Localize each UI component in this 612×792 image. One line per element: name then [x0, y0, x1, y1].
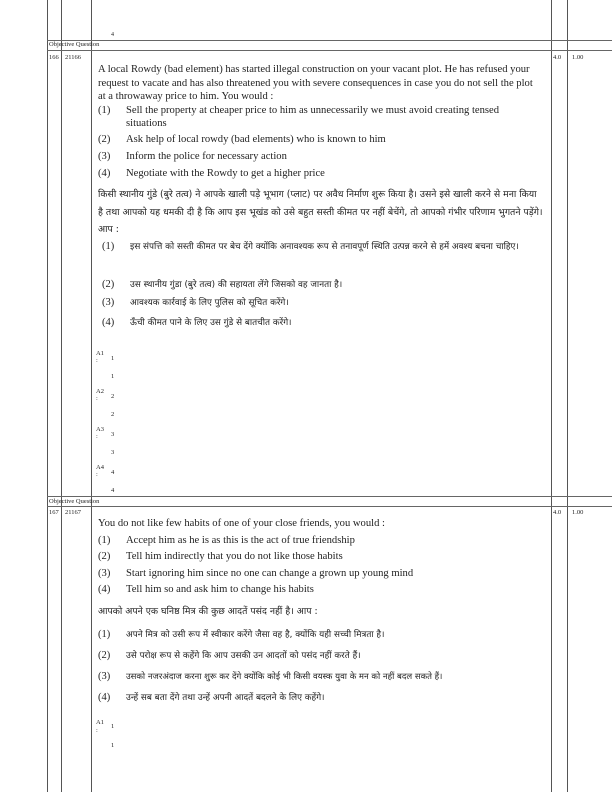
row-divider [47, 506, 612, 507]
option-number: (2) [102, 279, 115, 290]
table-border-right [551, 0, 552, 792]
option-number: (4) [98, 584, 111, 595]
option-number: (3) [98, 671, 111, 682]
table-border-qid [91, 0, 92, 792]
option-text: Tell him so and ask him to change his habits [126, 584, 314, 595]
option-text: उन्हें सब बता देंगे तथा उन्हें अपनी आदतें बदलने के लिए कहेंगे। [126, 693, 325, 703]
option-number: (1) [102, 241, 115, 252]
option-number: (4) [102, 317, 115, 328]
question-text-hi: आपको अपने एक घनिष्ठ मित्र की कुछ आदतें पसंद नहीं है। आप : [98, 606, 318, 617]
answer-label: A3 [96, 426, 104, 433]
option-text: Ask help of local rowdy (bad elements) who is known to him [126, 134, 386, 145]
option-text: Tell him indirectly that you do not like those habits [126, 551, 343, 562]
option-text: आवश्यक कार्रवाई के लिए पुलिस को सूचित करेंगे। [130, 298, 289, 308]
answer-label: A2 [96, 388, 104, 395]
option-number: (2) [98, 650, 111, 661]
question-text-en: You do not like few habits of one of your close friends, you would : [98, 518, 385, 529]
question-serial: 167 [49, 509, 59, 516]
question-text-en: A local Rowdy (bad element) has started illegal construction on your vacant plot. He has refused your request to vacate and has also threatened you with severe consequences in case you do not sell the plot at a throwaway price to him. You would : [98, 64, 533, 102]
section-divider [47, 496, 612, 497]
option-text: इस संपत्ति को सस्ती कीमत पर बेच देंगे क्योंकि अनावश्यक रूप से तनावपूर्ण स्थिति उत्पन्न करने से हमें अवश्य बचना चाहिए। [130, 242, 519, 252]
option-text: उसे परोक्ष रूप से कहेंगे कि आप उसकी उन आदतों को पसंद नहीं करते हैं। [126, 651, 361, 661]
option-text: Accept him as he is as this is the act of true friendship [126, 535, 355, 546]
option-text: ऊँची कीमत पाने के लिए उस गुंडे से बातचीत करेंगे। [130, 318, 292, 328]
option-number: (2) [98, 551, 111, 562]
option-number: (2) [98, 134, 111, 145]
answer-colon: : [96, 433, 98, 440]
option-number: (3) [98, 151, 111, 162]
answer-value-below: 1 [111, 373, 115, 380]
table-border-marks [567, 0, 568, 792]
answer-colon: : [96, 395, 98, 402]
table-border-serial [61, 0, 62, 792]
section-type-label: Objective Question [49, 498, 100, 505]
answer-value-below: 1 [111, 742, 115, 749]
answer-colon: : [96, 727, 98, 734]
answer-label: A1 [96, 719, 104, 726]
option-en [98, 104, 542, 130]
option-text: Negotiate with the Rowdy to get a higher price [126, 168, 325, 179]
answer-value: 2 [111, 393, 115, 400]
question-marks: 4.0 [553, 509, 562, 516]
question-marks: 4.0 [553, 54, 562, 61]
option-text: Inform the police for necessary action [126, 151, 287, 162]
question-serial: 166 [49, 54, 59, 61]
section-type-label: Objective Question [49, 41, 100, 48]
answer-value-below: 2 [111, 411, 115, 418]
option-number: (4) [98, 692, 111, 703]
table-border-left [47, 0, 48, 792]
answer-value-below: 3 [111, 449, 115, 456]
question-negative-marks: 1.00 [572, 509, 584, 516]
question-negative-marks: 1.00 [572, 54, 584, 61]
answer-label: A1 [96, 350, 104, 357]
answer-colon: : [96, 471, 98, 478]
option-number: (1) [98, 535, 111, 546]
section-divider [47, 40, 612, 41]
option-text: अपने मित्र को उसी रूप में स्वीकार करेंगे जैसा वह है, क्योंकि यही सच्ची मित्रता है। [126, 630, 385, 640]
row-divider [47, 50, 612, 51]
answer-colon: : [96, 357, 98, 364]
prev-answer-value: 4 [111, 32, 114, 38]
question-id: 21167 [65, 509, 82, 516]
option-number: (1) [98, 105, 111, 116]
option-text: उसको नजरअंदाज करना शुरू कर देंगे क्योंकि कोई भी किसी वयस्क युवा के मन को नहीं बदल सकते हैं। [126, 672, 443, 682]
option-number: (4) [98, 168, 111, 179]
option-number: (3) [98, 568, 111, 579]
answer-value: 1 [111, 355, 115, 362]
answer-label: A4 [96, 464, 104, 471]
answer-value: 3 [111, 431, 115, 438]
option-text: Start ignoring him since no one can change a grown up young mind [126, 568, 414, 579]
option-number: (1) [98, 629, 111, 640]
answer-value: 4 [111, 469, 115, 476]
option-text: उस स्थानीय गुंडा (बुरे तत्व) की सहायता लेंगे जिसको वह जानता है। [130, 280, 343, 290]
answer-value-below: 4 [111, 487, 115, 494]
option-number: (3) [102, 297, 115, 308]
question-text-hi: किसी स्थानीय गुंडे (बुरे तत्व) ने आपके खाली पड़े भूभाग (प्लाट) पर अवैध निर्माण शुरू किया है। उसने इसे खाली करने से मना किया है तथा आपको यह धमकी दी है कि आप इस भूखंड को उसे बहुत सस्ती कीमत पर नहीं बेचेंगे, तो आपको गंभीर परिणाम भुगतने पड़ेंगे। आप : [98, 189, 543, 235]
question-id: 21166 [65, 54, 82, 61]
answer-value: 1 [111, 723, 115, 730]
option-text: Sell the property at cheaper price to him as unnecessarily we must avoid creating tensed situations [126, 105, 500, 129]
